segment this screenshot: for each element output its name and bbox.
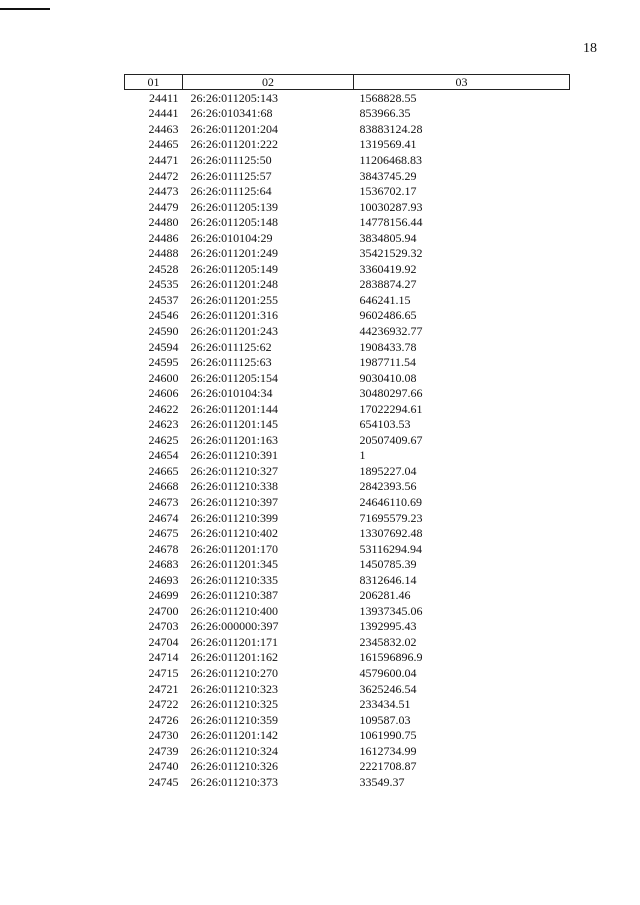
- table-row: [125, 759, 570, 775]
- cell-id: 24674: [148, 510, 179, 525]
- cell-wrapper: [125, 525, 183, 541]
- cell-cadastral-number: 26:26:011210:323: [190, 681, 279, 696]
- cell-value: 13937345.06: [359, 603, 423, 618]
- cell-wrapper: [125, 510, 183, 526]
- cell-cadastral-number: 26:26:011210:397: [190, 494, 279, 509]
- cell-id: 24693: [148, 572, 179, 587]
- cell-id: 24668: [148, 479, 179, 494]
- cell-id: 24537: [148, 292, 179, 307]
- table-row: [125, 261, 570, 277]
- cell-value: 71695579.23: [359, 510, 423, 525]
- cell-id: 24606: [148, 386, 179, 401]
- cell-id: 24726: [148, 712, 179, 727]
- cell-cadastral-number: 26:26:011210:391: [190, 448, 279, 463]
- cell-id: 24622: [148, 401, 179, 416]
- cell-wrapper: [125, 168, 183, 184]
- cell-value: 33549.37: [359, 774, 405, 789]
- cell-cadastral-number: 26:26:011201:171: [190, 634, 279, 649]
- cell-cadastral-number: 26:26:011210:324: [190, 743, 279, 758]
- table-row: [125, 199, 570, 215]
- cell-cadastral-number: 26:26:011201:243: [190, 323, 279, 338]
- corner-rule: [0, 8, 50, 10]
- table-row: [125, 743, 570, 759]
- cell-value: 654103.53: [359, 417, 411, 432]
- header-col-02: 02: [183, 75, 354, 90]
- table-row: [125, 245, 570, 261]
- cell-cadastral-number: 26:26:011201:255: [190, 292, 279, 307]
- cell-value: 1568828.55: [359, 90, 417, 105]
- cell-value: 17022294.61: [359, 401, 423, 416]
- table-row: [125, 137, 570, 153]
- cell-wrapper: [125, 277, 183, 293]
- cell-value: 2221708.87: [359, 759, 417, 774]
- table-row: [125, 292, 570, 308]
- cell-wrapper: [125, 634, 183, 650]
- table-row: [125, 665, 570, 681]
- cell-cadastral-number: 26:26:011201:144: [190, 401, 279, 416]
- table-row: [125, 106, 570, 122]
- cell-wrapper: [125, 339, 183, 355]
- cell-wrapper: [125, 712, 183, 728]
- page-number: 18: [583, 41, 597, 56]
- table-row: [125, 214, 570, 230]
- cell-cadastral-number: 26:26:011210:338: [190, 479, 279, 494]
- table-row: [125, 183, 570, 199]
- cell-cadastral-number: 26:26:011201:316: [190, 308, 279, 323]
- cell-wrapper: [125, 572, 183, 588]
- cell-cadastral-number: 26:26:011125:62: [190, 339, 272, 354]
- cell-value: 1450785.39: [359, 557, 417, 572]
- cell-value: 1612734.99: [359, 743, 417, 758]
- table-row: [125, 588, 570, 604]
- table-row: [125, 494, 570, 510]
- table-row: [125, 463, 570, 479]
- header-col-01: 01: [125, 75, 183, 90]
- cell-value: 3834805.94: [359, 230, 417, 245]
- cell-wrapper: [125, 696, 183, 712]
- table-row: [125, 510, 570, 526]
- cell-value: 53116294.94: [359, 541, 423, 556]
- cell-id: 24465: [148, 137, 179, 152]
- cell-cadastral-number: 26:26:011201:248: [190, 277, 279, 292]
- cell-id: 24675: [148, 526, 179, 541]
- cell-cadastral-number: 26:26:011210:335: [190, 572, 279, 587]
- cell-cadastral-number: 26:26:011210:402: [190, 526, 279, 541]
- cell-value: 1392995.43: [359, 619, 417, 634]
- table-row: [125, 339, 570, 355]
- cell-value: 853966.35: [359, 106, 411, 121]
- cell-value: 109587.03: [359, 712, 411, 727]
- cell-cadastral-number: 26:26:011210:399: [190, 510, 279, 525]
- cell-value: 2345832.02: [359, 634, 417, 649]
- cell-id: 24745: [148, 774, 179, 789]
- cell-wrapper: [125, 121, 183, 137]
- cell-value: 44236932.77: [359, 323, 423, 338]
- cell-wrapper: [125, 354, 183, 370]
- cell-wrapper: [125, 743, 183, 759]
- cell-value: 3360419.92: [359, 261, 417, 276]
- cell-id: 24625: [148, 432, 179, 447]
- cell-wrapper: [125, 494, 183, 510]
- table-row: [125, 650, 570, 666]
- cell-cadastral-number: 26:26:000000:397: [190, 619, 279, 634]
- cell-wrapper: [125, 214, 183, 230]
- cell-value: 9030410.08: [359, 370, 417, 385]
- cell-wrapper: [125, 556, 183, 572]
- cell-cadastral-number: 26:26:011201:163: [190, 432, 279, 447]
- table-row: [125, 681, 570, 697]
- cell-wrapper: [125, 681, 183, 697]
- cell-wrapper: [125, 650, 183, 666]
- cell-value: 30480297.66: [359, 386, 423, 401]
- cell-id: 24704: [148, 634, 179, 649]
- cell-value: 14778156.44: [359, 215, 423, 230]
- cell-wrapper: [125, 183, 183, 199]
- cell-cadastral-number: 26:26:011125:63: [190, 355, 272, 370]
- table-row: [125, 619, 570, 635]
- table-row: [125, 168, 570, 184]
- cell-value: 1319569.41: [359, 137, 417, 152]
- table-row: [125, 696, 570, 712]
- cell-cadastral-number: 26:26:011205:143: [190, 90, 279, 105]
- cell-id: 24600: [148, 370, 179, 385]
- cell-wrapper: [125, 448, 183, 464]
- cell-cadastral-number: 26:26:011125:57: [190, 168, 272, 183]
- cell-cadastral-number: 26:26:011210:400: [190, 603, 279, 618]
- cell-value: 1908433.78: [359, 339, 417, 354]
- cell-id: 24699: [148, 588, 179, 603]
- cell-cadastral-number: 26:26:011210:359: [190, 712, 279, 727]
- cell-id: 24463: [148, 121, 179, 136]
- cell-value: 2838874.27: [359, 277, 417, 292]
- cell-value: 9602486.65: [359, 308, 417, 323]
- cell-cadastral-number: 26:26:011210:326: [190, 759, 279, 774]
- cell-value: 20507409.67: [359, 432, 423, 447]
- cell-id: 24479: [148, 199, 179, 214]
- cell-wrapper: [125, 541, 183, 557]
- cell-id: 24590: [148, 323, 179, 338]
- cell-value: 83883124.28: [359, 121, 423, 136]
- table-row: [125, 230, 570, 246]
- data-table: [124, 74, 570, 790]
- cell-wrapper: [125, 479, 183, 495]
- cell-id: 24441: [148, 106, 179, 121]
- cell-id: 24683: [148, 557, 179, 572]
- cell-id: 24472: [148, 168, 179, 183]
- cell-cadastral-number: 26:26:011201:170: [190, 541, 279, 556]
- cell-cadastral-number: 26:26:011210:373: [190, 774, 279, 789]
- header-row: [125, 75, 570, 90]
- table-row: [125, 401, 570, 417]
- cell-value: 35421529.32: [359, 246, 423, 261]
- cell-wrapper: [125, 603, 183, 619]
- cell-id: 24486: [148, 230, 179, 245]
- cell-wrapper: [125, 774, 183, 790]
- cell-wrapper: [125, 106, 183, 122]
- cell-id: 24714: [148, 650, 179, 665]
- cell-wrapper: [125, 323, 183, 339]
- table-row: [125, 432, 570, 448]
- cell-value: 24646110.69: [359, 494, 423, 509]
- cell-id: 24715: [148, 666, 179, 680]
- cell-wrapper: [125, 759, 183, 775]
- cell-value: 10030287.93: [359, 199, 423, 214]
- cell-wrapper: [125, 665, 183, 681]
- cell-id: 24703: [148, 619, 179, 634]
- cell-value: 233434.51: [359, 697, 411, 712]
- cell-cadastral-number: 26:26:011205:154: [190, 370, 279, 385]
- cell-value: 2842393.56: [359, 479, 417, 494]
- cell-cadastral-number: 26:26:011201:142: [190, 728, 279, 743]
- cell-value: 646241.15: [359, 292, 411, 307]
- cell-id: 24739: [148, 743, 179, 758]
- cell-id: 24535: [148, 277, 179, 292]
- cell-id: 24673: [148, 494, 179, 509]
- cell-value: 13307692.48: [359, 526, 423, 541]
- cell-wrapper: [125, 152, 183, 168]
- cell-id: 24700: [148, 603, 179, 618]
- cell-value: 1536702.17: [359, 184, 417, 199]
- table-row: [125, 712, 570, 728]
- cell-cadastral-number: 26:26:010104:29: [190, 230, 273, 245]
- cell-wrapper: [125, 261, 183, 277]
- table-row: [125, 448, 570, 464]
- cell-wrapper: [125, 619, 183, 635]
- cell-wrapper: [125, 137, 183, 153]
- cell-wrapper: [125, 401, 183, 417]
- cell-cadastral-number: 26:26:011210:387: [190, 588, 279, 603]
- cell-value: 11206468.83: [359, 152, 423, 167]
- table-row: [125, 308, 570, 324]
- cell-value: 4579600.04: [359, 666, 417, 680]
- table-row: [125, 572, 570, 588]
- cell-cadastral-number: 26:26:011201:222: [190, 137, 279, 152]
- table-row: [125, 727, 570, 743]
- cell-wrapper: [125, 385, 183, 401]
- table-row: [125, 541, 570, 557]
- cell-cadastral-number: 26:26:011210:270: [190, 666, 279, 680]
- cell-cadastral-number: 26:26:011210:327: [190, 463, 279, 478]
- cell-cadastral-number: 26:26:011201:345: [190, 557, 279, 572]
- cell-value: 206281.46: [359, 588, 411, 603]
- cell-id: 24528: [148, 261, 179, 276]
- table-row: [125, 556, 570, 572]
- cell-wrapper: [125, 432, 183, 448]
- cell-wrapper: [125, 416, 183, 432]
- table-row: [125, 385, 570, 401]
- cell-cadastral-number: 26:26:010104:34: [190, 386, 273, 401]
- cell-cadastral-number: 26:26:011201:145: [190, 417, 279, 432]
- cell-id: 24595: [148, 355, 179, 370]
- cell-wrapper: [125, 199, 183, 215]
- cell-id: 24721: [148, 681, 179, 696]
- table-row: [125, 370, 570, 386]
- table-row: [125, 634, 570, 650]
- cell-id: 24722: [148, 697, 179, 712]
- cell-wrapper: [125, 588, 183, 604]
- cell-value: 1061990.75: [359, 728, 417, 743]
- cell-wrapper: [125, 308, 183, 324]
- table-row: [125, 525, 570, 541]
- cell-value: 8312646.14: [359, 572, 417, 587]
- cell-wrapper: [125, 370, 183, 386]
- cell-id: 24654: [148, 448, 179, 463]
- cell-id: 24665: [148, 463, 179, 478]
- cell-cadastral-number: 26:26:011201:249: [190, 246, 279, 261]
- table-row: [125, 603, 570, 619]
- table-row: [125, 416, 570, 432]
- table-row: [125, 90, 570, 106]
- cell-cadastral-number: 26:26:011205:148: [190, 215, 279, 230]
- cell-value: 1987711.54: [359, 355, 417, 370]
- table-body: [125, 90, 570, 790]
- cell-id: 24411: [148, 90, 179, 105]
- cell-id: 24488: [148, 246, 179, 261]
- cell-id: 24740: [148, 759, 179, 774]
- cell-id: 24623: [148, 417, 179, 432]
- table-row: [125, 774, 570, 790]
- cell-cadastral-number: 26:26:011205:139: [190, 199, 279, 214]
- cell-value: 1: [359, 448, 366, 463]
- table-row: [125, 152, 570, 168]
- cell-cadastral-number: 26:26:011125:64: [190, 184, 272, 199]
- cell-value: 1895227.04: [359, 463, 417, 478]
- cell-id: 24471: [148, 152, 179, 167]
- table-row: [125, 323, 570, 339]
- cell-cadastral-number: 26:26:011201:204: [190, 121, 279, 136]
- cell-value: 3625246.54: [359, 681, 417, 696]
- cell-id: 24678: [148, 541, 179, 556]
- cell-wrapper: [125, 230, 183, 246]
- table-header: [125, 75, 570, 90]
- cell-cadastral-number: 26:26:010341:68: [190, 106, 273, 121]
- table-row: [125, 354, 570, 370]
- cell-cadastral-number: 26:26:011210:325: [190, 697, 279, 712]
- cell-value: 3843745.29: [359, 168, 417, 183]
- cell-wrapper: [125, 90, 183, 106]
- cell-wrapper: [125, 727, 183, 743]
- cell-cadastral-number: 26:26:011205:149: [190, 261, 279, 276]
- cell-wrapper: [125, 245, 183, 261]
- cell-wrapper: [125, 463, 183, 479]
- table-row: [125, 479, 570, 495]
- table-row: [125, 121, 570, 137]
- cell-id: 24480: [148, 215, 179, 230]
- cell-id: 24730: [148, 728, 179, 743]
- cell-id: 24473: [148, 184, 179, 199]
- header-col-03: 03: [354, 75, 570, 90]
- cell-cadastral-number: 26:26:011201:162: [190, 650, 279, 665]
- cell-wrapper: [125, 292, 183, 308]
- cell-cadastral-number: 26:26:011125:50: [190, 152, 272, 167]
- cell-value: 161596896.9: [359, 650, 423, 665]
- cell-id: 24594: [148, 339, 179, 354]
- cell-id: 24546: [148, 308, 179, 323]
- table-row: [125, 277, 570, 293]
